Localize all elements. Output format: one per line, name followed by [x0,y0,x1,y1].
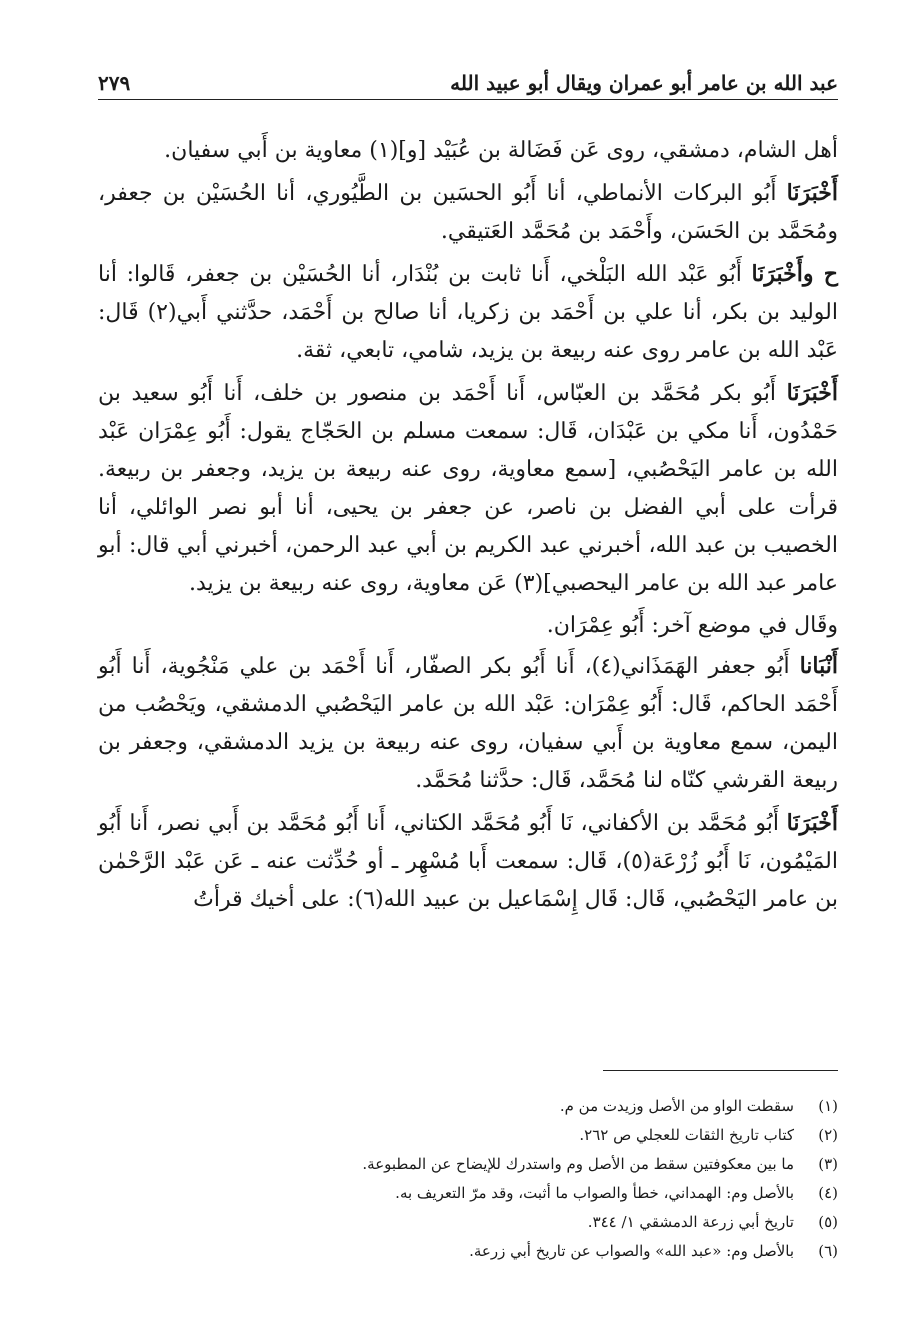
footnote-number: (٦) [818,1242,838,1260]
footnote [98,1208,838,1237]
footnote-text: تاريخ أبي زرعة الدمشقي ١/ ٣٤٤. [587,1213,794,1231]
page-number: ٢٧٩ [98,71,131,95]
paragraph-text: أَبُو جعفر الهَمَذَاني(٤)، أَنا أَبُو بكر الصفّار، أَنا أَحْمَد بن علي مَنْجُوية، أَنا أَبُو أَحْمَد الحاكم، قَال: أَبُو عِمْرَان: عَبْد الله بن عامر اليَحْصُبي الدمشقي، ويَحْصُب من اليمن، سمع معاوية بن أَبي سفيان، روى عنه ربيعة بن يزيد الدمشقي، وجعفر بن ربيعة القرشي كنّاه لنا مُحَمَّد، قَال: حدَّثنا مُحَمَّد. [98,654,838,793]
footnote-text: بالأصل وم: «عبد الله» والصواب عن تاريخ أبي زرعة. [469,1242,794,1260]
footnote-number: (٤) [818,1184,838,1202]
footnote-text: كتاب تاريخ الثقات للعجلي ص ٢٦٢. [579,1126,794,1144]
paragraph-keyword: أَخْبَرَنَا [786,810,838,836]
paragraph [98,255,838,370]
footnote [98,1121,838,1150]
paragraph-text: أَبُو عَبْد الله البَلْخي، أَنا ثابت بن بُنْدَار، أنا الحُسَيْن بن جعفر، قَالوا: أنا الوليد بن بكر، أنا علي بن أَحْمَد بن زكريا، أنا صالح بن أَحْمَد، حدَّثني أَبي(٢) قَال: عَبْد الله بن عامر روى عنه ربيعة بن يزيد، شامي، تابعي، ثقة. [98,262,838,363]
footnote-text: بالأصل وم: الهمداني، خطأ والصواب ما أثبت، وقد مرّ التعريف به. [395,1184,794,1202]
paragraph-text: أهل الشام، دمشقي، روى عَن فَضَالة بن عُبَيْد [و](١) معاوية بن أَبي سفيان. [164,138,838,163]
paragraph [98,804,838,919]
paragraph [98,132,838,170]
paragraph-text: أَبُو البركات الأنماطي، أنا أَبُو الحسَين بن الطَّيُوري، أنا الحُسَيْن بن جعفر، ومُحَمَّد بن الحَسَن، وأَحْمَد بن مُحَمَّد العَتيقي. [98,181,838,244]
footnote-number: (٢) [818,1126,838,1144]
paragraph [98,607,838,645]
paragraph-keyword: أَنْبَانا [799,653,838,679]
footnote [98,1237,838,1266]
paragraph [98,647,838,800]
footnote [98,1179,838,1208]
footnote-text: ما بين معكوفتين سقط من الأصل وم واستدرك للإيضاح عن المطبوعة. [362,1155,794,1173]
footnote [98,1092,838,1121]
footnote-number: (٥) [818,1213,838,1231]
footnote [98,1150,838,1179]
paragraph-text: أَبُو بكر مُحَمَّد بن العبّاس، أَنا أَحْمَد بن منصور بن خلف، أَنا أَبُو سعيد بن حَمْدُون، أَنا مكي بن عَبْدَان، قَال: سمعت مسلم بن الحَجّاج يقول: أَبُو عِمْرَان عَبْد الله بن عامر اليَحْصُبي، [سمع معاوية، روى عنه ربيعة بن يزيد، وجعفر بن ربيعة. قرأت على أبي الفضل بن ناصر، عن جعفر بن يحيى، أنا أبو نصر الوائلي، أنا الخصيب بن عبد الله، أخبرني عبد الكريم بن أبي عبد الرحمن، أخبرني أبي قال: أبو عامر عبد الله بن عامر اليحصبي](٣) عَن معاوية، روى عنه ربيعة بن يزيد. [98,381,838,596]
footnotes [98,1092,838,1266]
paragraph-keyword: ح وأَخْبَرَنَا [751,261,838,287]
footnote-separator [603,1070,838,1071]
footnote-number: (١) [818,1097,838,1115]
footnote-number: (٣) [818,1155,838,1173]
paragraph [98,374,838,603]
running-header [98,60,838,100]
paragraph-keyword: أَخْبَرَنَا [786,380,838,406]
main-text [98,132,838,923]
footnote-text: سقطت الواو من الأصل وزيدت من م. [559,1097,794,1115]
paragraph-keyword: أَخْبَرَنَا [786,180,838,206]
paragraph-text: أَبُو مُحَمَّد بن الأكفاني، نَا أَبُو مُحَمَّد الكتاني، أَنا أَبُو مُحَمَّد بن أَبي نصر، أَنا أَبُو المَيْمُون، نَا أَبُو زُرْعَة(٥)، قَال: سمعت أَبا مُسْهِر ـ أو حُدِّثت عنه ـ عَن عَبْد الرَّحْمٰن بن عامر اليَحْصُبي، قَال: قَال إِسْمَاعيل بن عبيد الله(٦): على أخيك قرأتُ [98,811,838,912]
running-title: عبد الله بن عامر أبو عمران ويقال أبو عبيد الله [450,71,838,95]
paragraph [98,174,838,251]
paragraph-text: وقَال في موضع آخر: أَبُو عِمْرَان. [546,613,838,638]
